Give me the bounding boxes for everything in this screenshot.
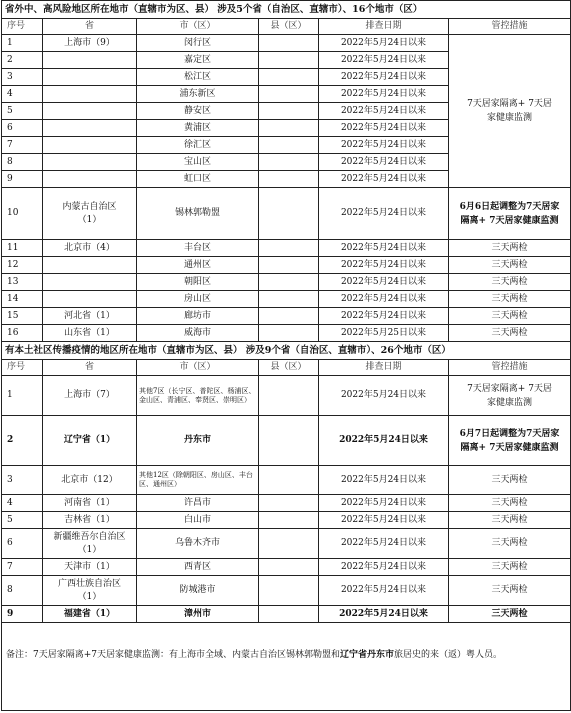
header-city: 市（区） [137,19,259,35]
row-province: 北京市（12） [43,466,137,495]
row-date: 2022年5月24日以来 [319,559,449,576]
table-row [2,606,571,623]
row-city: 锡林郭勒盟 [137,188,259,240]
row-measure: 三天两检 [449,274,571,291]
table-row [2,512,571,529]
table-row [2,240,571,257]
row-date: 2022年5月24日以来 [319,416,449,466]
row-measure: 三天两检 [449,606,571,623]
row-date: 2022年5月24日以来 [319,512,449,529]
note-cell [2,623,571,711]
row-county [259,52,319,69]
row-province: 河南省（1） [43,495,137,512]
row-no: 3 [2,69,43,86]
row-date: 2022年5月24日以来 [319,529,449,559]
row-no: 13 [2,274,43,291]
row-county [259,154,319,171]
document-page [1,0,570,711]
row-county [259,137,319,154]
row-measure: 三天两检 [449,257,571,274]
row-date: 2022年5月24日以来 [319,308,449,325]
row-no: 14 [2,291,43,308]
row-no: 15 [2,308,43,325]
row-no: 9 [2,171,43,188]
row-no: 8 [2,576,43,606]
row-province [43,103,137,120]
row-no: 4 [2,86,43,103]
table-row [2,466,571,495]
row-province [43,257,137,274]
row-city: 房山区 [137,291,259,308]
row-no: 7 [2,559,43,576]
row-no: 11 [2,240,43,257]
row-date: 2022年5月24日以来 [319,69,449,86]
header-county: 县（区） [259,19,319,35]
row-province: 吉林省（1） [43,512,137,529]
row-measure: 三天两检 [449,325,571,342]
row-county [259,171,319,188]
section2-title-row [2,342,571,360]
header-date: 排查日期 [319,19,449,35]
row-city: 许昌市 [137,495,259,512]
row-city: 丹东市 [137,416,259,466]
table-row [2,291,571,308]
row-county [259,69,319,86]
row-province [43,274,137,291]
section1-title-row [2,1,571,19]
row-county [259,257,319,274]
note-prefix: 备注：7天居家隔离+7天居家健康监测：有上海市全域、内蒙古自治区锡林郭勒盟和 [6,650,340,660]
row-city: 西青区 [137,559,259,576]
row-county [259,35,319,52]
row-measure: 6月7日起调整为7天居家隔离+ 7天居家健康监测 [449,416,571,466]
table-row [2,376,571,416]
row-county [259,103,319,120]
row-no: 6 [2,120,43,137]
row-date: 2022年5月24日以来 [319,154,449,171]
row-county [259,529,319,559]
row-province: 山东省（1） [43,325,137,342]
section1-title: 省外中、高风险地区所在地市（直辖市为区、县） 涉及5个省（自治区、直辖市）、16个地市（区） [2,1,571,19]
row-no: 1 [2,35,43,52]
row-province: 上海市（9） [43,35,137,52]
row-county [259,376,319,416]
row-city: 漳州市 [137,606,259,623]
row-date: 2022年5月24日以来 [319,86,449,103]
row-no: 5 [2,512,43,529]
row-date: 2022年5月24日以来 [319,35,449,52]
row-county [259,416,319,466]
row-measure: 三天两检 [449,291,571,308]
row-county [259,86,319,103]
row-county [259,308,319,325]
header-no: 序号 [2,19,43,35]
row-county [259,274,319,291]
row-date: 2022年5月24日以来 [319,257,449,274]
row-province: 广西壮族自治区（1） [43,576,137,606]
row-city: 黄浦区 [137,120,259,137]
row-date: 2022年5月24日以来 [319,376,449,416]
row-no: 5 [2,103,43,120]
row-province [43,52,137,69]
row-no: 10 [2,188,43,240]
row-county [259,495,319,512]
header-measure: 管控措施 [449,360,571,376]
row-no: 12 [2,257,43,274]
row-no: 2 [2,416,43,466]
row-province: 河北省（1） [43,308,137,325]
row-city: 宝山区 [137,154,259,171]
table-row [2,416,571,466]
row-no: 7 [2,137,43,154]
table-row [2,559,571,576]
row-city: 徐汇区 [137,137,259,154]
note-bold: 辽宁省丹东市 [340,650,395,660]
row-no: 1 [2,376,43,416]
row-county [259,120,319,137]
section2-title: 有本土社区传播疫情的地区所在地市（直辖市为区、县） 涉及9个省（自治区、直辖市）、26个地市（区） [2,342,571,360]
row-city: 乌鲁木齐市 [137,529,259,559]
row-date: 2022年5月24日以来 [319,291,449,308]
table-row [2,257,571,274]
row-city: 白山市 [137,512,259,529]
row-measure: 三天两检 [449,559,571,576]
table-row [2,529,571,559]
row-city: 丰台区 [137,240,259,257]
row-county [259,559,319,576]
row-city: 朝阳区 [137,274,259,291]
row-province: 天津市（1） [43,559,137,576]
row-measure: 三天两检 [449,576,571,606]
row-date: 2022年5月25日以来 [319,325,449,342]
row-city: 松江区 [137,69,259,86]
header-county: 县（区） [259,360,319,376]
row-date: 2022年5月24日以来 [319,576,449,606]
row-date: 2022年5月24日以来 [319,240,449,257]
row-province [43,69,137,86]
row-province [43,137,137,154]
row-city: 通州区 [137,257,259,274]
header-city: 市（区） [137,360,259,376]
measure-shanghai: 7天居家隔离+ 7天居家健康监测 [449,35,571,188]
row-city: 其他12区（除朝阳区、房山区、丰台区、通州区） [137,466,259,495]
row-no: 2 [2,52,43,69]
table-row [2,188,571,240]
row-date: 2022年5月24日以来 [319,171,449,188]
row-no: 9 [2,606,43,623]
row-city: 浦东新区 [137,86,259,103]
row-no: 16 [2,325,43,342]
row-no: 4 [2,495,43,512]
row-measure: 三天两检 [449,240,571,257]
row-measure: 7天居家隔离+ 7天居家健康监测 [449,376,571,416]
table-row [2,576,571,606]
measure-neimenggu: 6月6日起调整为7天居家隔离+ 7天居家健康监测 [449,188,571,240]
row-no: 6 [2,529,43,559]
header-date: 排查日期 [319,360,449,376]
row-date: 2022年5月24日以来 [319,466,449,495]
row-county [259,576,319,606]
header-province: 省 [43,19,137,35]
table-row [2,325,571,342]
row-measure: 三天两检 [449,466,571,495]
header-province: 省 [43,360,137,376]
row-date: 2022年5月24日以来 [319,606,449,623]
row-province [43,171,137,188]
row-province [43,86,137,103]
header-no: 序号 [2,360,43,376]
row-province: 新疆维吾尔自治区（1） [43,529,137,559]
row-city: 嘉定区 [137,52,259,69]
row-no: 8 [2,154,43,171]
row-city: 其他7区（长宁区、普陀区、杨浦区、金山区、青浦区、奉贤区、崇明区） [137,376,259,416]
row-measure: 三天两检 [449,512,571,529]
row-no: 3 [2,466,43,495]
header-measure: 管控措施 [449,19,571,35]
row-province [43,120,137,137]
row-city: 防城港市 [137,576,259,606]
row-date: 2022年5月24日以来 [319,495,449,512]
table-row [2,495,571,512]
row-province: 北京市（4） [43,240,137,257]
row-date: 2022年5月24日以来 [319,137,449,154]
table-row [2,35,571,52]
row-province: 福建省（1） [43,606,137,623]
row-county [259,325,319,342]
row-measure: 三天两检 [449,529,571,559]
note-suffix: 旅居史的来（返）粤人员。 [394,650,503,660]
row-date: 2022年5月24日以来 [319,103,449,120]
row-county [259,606,319,623]
table-row [2,274,571,291]
row-county [259,291,319,308]
row-measure: 三天两检 [449,495,571,512]
row-measure: 三天两检 [449,308,571,325]
row-city: 闵行区 [137,35,259,52]
row-province [43,154,137,171]
row-county [259,188,319,240]
row-province: 上海市（7） [43,376,137,416]
row-city: 廊坊市 [137,308,259,325]
row-city: 静安区 [137,103,259,120]
table-row [2,308,571,325]
row-date: 2022年5月24日以来 [319,188,449,240]
row-province: 内蒙古自治区（1） [43,188,137,240]
row-date: 2022年5月24日以来 [319,120,449,137]
row-city: 威海市 [137,325,259,342]
section2-header-row [2,360,571,376]
row-date: 2022年5月24日以来 [319,274,449,291]
row-county [259,512,319,529]
row-county [259,240,319,257]
risk-area-table [1,0,571,711]
row-province: 辽宁省（1） [43,416,137,466]
note-row [2,623,571,711]
section1-header-row [2,19,571,35]
row-county [259,466,319,495]
row-city: 虹口区 [137,171,259,188]
row-province [43,291,137,308]
row-date: 2022年5月24日以来 [319,52,449,69]
